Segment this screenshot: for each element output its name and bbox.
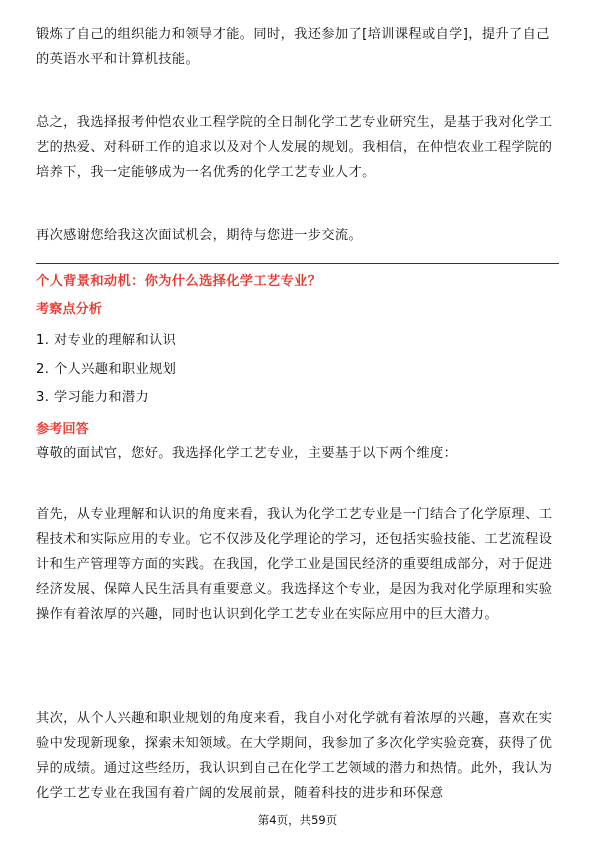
analysis-heading: 考察点分析 <box>36 302 102 317</box>
answer-paragraph-1: 尊敬的面试官，您好。我选择化学工艺专业，主要基于以下两个维度： <box>36 446 458 461</box>
reference-heading: 参考回答 <box>36 422 89 437</box>
analysis-points-list <box>36 327 176 413</box>
analysis-point: 2. 个人兴趣和职业规划 <box>36 361 177 377</box>
answer-paragraph-3: 其次，从个人兴趣和职业规划的角度来看，我自小对化学就有着浓厚的兴趣，喜欢在实验中发现新现象，探索未知领域。在大学期间，我参加了多次化学实验竞赛，获得了优异的成绩。通过这些经历，我认识到自己在化学工艺领域的潜力和热情。此外，我认为化学工艺专业在我国有着广阔的发展前景，随着科技的进步和环保意 <box>36 711 553 801</box>
answer-paragraph-2: 首先，从专业理解和认识的角度来看，我认为化学工艺专业是一门结合了化学原理、工程技术和实际应用的专业。它不仅涉及化学理论的学习，还包括实验技能、工艺流程设计和生产管理等方面的实践。在我国，化学工业是国民经济的重要组成部分，对于促进经济发展、保障人民生活具有重要意义。我选择这个专业，是因为我对化学原理和实验操作有着浓厚的兴趣，同时也认识到化学工艺专业在实际应用中的巨大潜力。 <box>36 507 553 622</box>
question-title: 个人背景和动机：你为什么选择化学工艺专业？ <box>36 274 322 289</box>
intro-paragraph-2: 总之，我选择报考仲恺农业工程学院的全日制化学工艺专业研究生，是基于我对化学工艺的热爱、对科研工作的追求以及对个人发展的规划。我相信，在仲恺农业工程学院的培养下，我一定能够成为一名优秀的化学工艺专业人才。 <box>36 115 553 180</box>
intro-paragraph-1: 锻炼了自己的组织能力和领导才能。同时，我还参加了[培训课程或自学]，提升了自己的英语水平和计算机技能。 <box>36 27 550 67</box>
analysis-point: 1. 对专业的理解和认识 <box>36 333 177 348</box>
section-divider <box>36 263 559 264</box>
intro-paragraph-3: 再次感谢您给我这次面试机会，期待与您进一步交流。 <box>36 228 363 243</box>
page-number: 第4页，共59页 <box>257 813 338 827</box>
analysis-point: 3. 学习能力和潜力 <box>36 390 150 405</box>
